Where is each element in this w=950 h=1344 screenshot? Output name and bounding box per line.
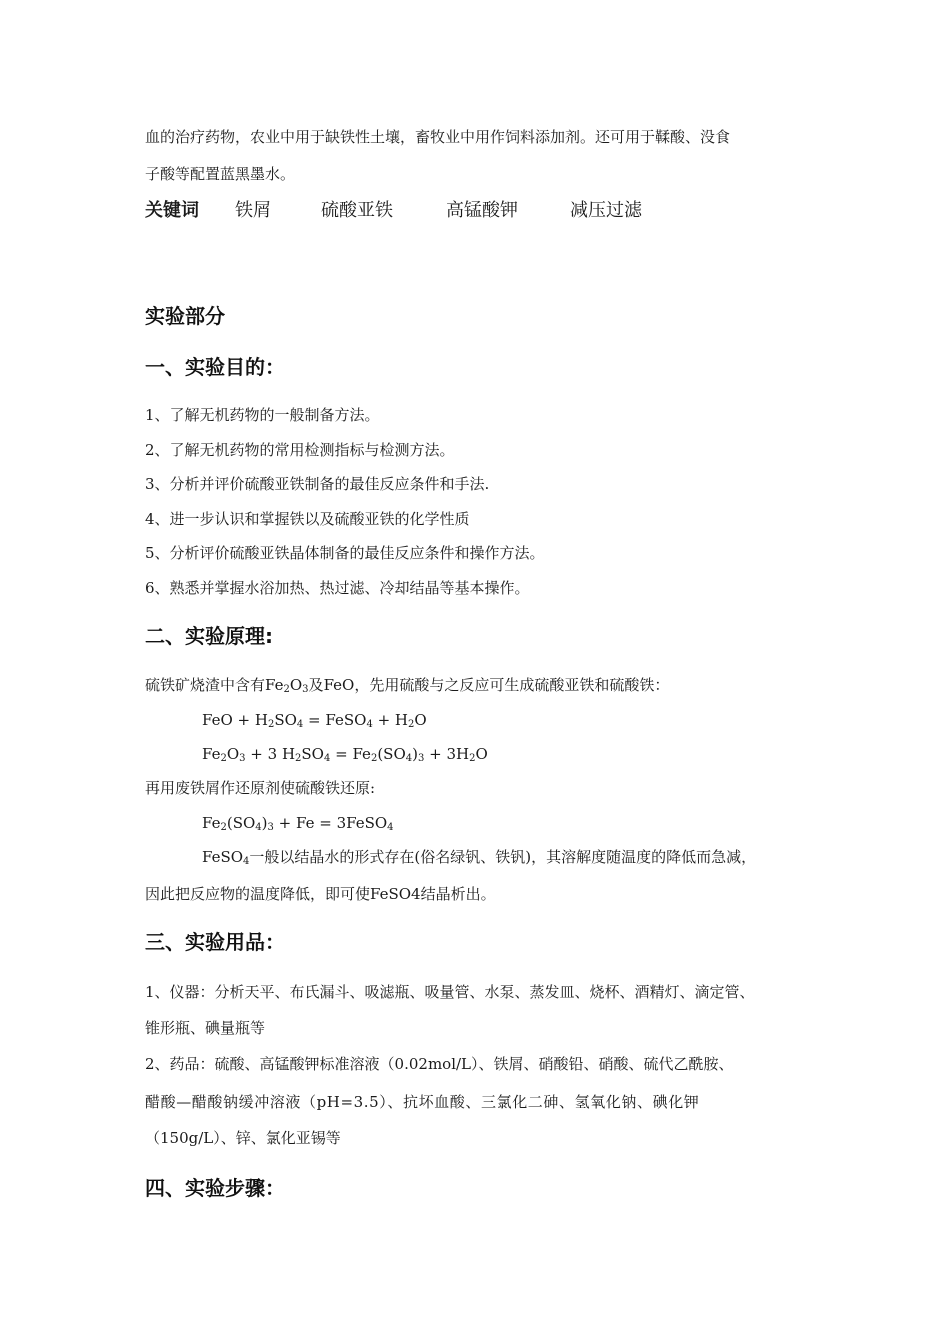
formula-fe2o3: $Fe_2O_3$ — [265, 676, 309, 695]
keyword-item: 减压过滤 — [570, 200, 642, 221]
reagents-line-1: 2、药品：硫酸、高锰酸钾标准溶液（0.02mol/L）、铁屑、硝酸铅、硝酸、硫代乙酰胺、 — [145, 1055, 734, 1073]
reduction-text: 再用废铁屑作还原剂使硫酸铁还原: — [145, 779, 376, 797]
reagents-line-2: 醋酸—醋酸钠缓冲溶液（pH=3.5）、抗坏血酸、三氯化二砷、氢氧化钠、碘化钾 — [145, 1093, 700, 1111]
intro-line-1: 血的治疗药物，农业中用于缺铁性土壤，畜牧业中用作饲料添加剂。还可用于鞣酸、没食 — [145, 128, 731, 146]
keyword-item: 铁屑 — [235, 200, 271, 221]
crystal-text-line-1: FeSO$_4$一般以结晶水的形式存在(俗名绿钒、铁钒)，其溶解度随温度的降低而急减， — [202, 848, 757, 867]
purpose-item: 4、进一步认识和掌握铁以及硫酸亚铁的化学性质 — [145, 510, 470, 528]
equation-1: FeO + $H_2SO_4$ = FeSO$_4$ + $H_2O$ — [202, 711, 427, 730]
equation-3: $Fe_2(SO_4)_3 + Fe$ = 3FeSO$_4$ — [202, 814, 394, 833]
keyword-item: 高锰酸钾 — [446, 200, 518, 221]
formula-feso4: FeSO$_4$ — [202, 848, 250, 867]
keywords-row — [145, 199, 642, 223]
purpose-item: 1、了解无机药物的一般制备方法。 — [145, 406, 380, 424]
purpose-item: 6、熟悉并掌握水浴加热、热过滤、冷却结晶等基本操作。 — [145, 579, 530, 597]
equation-2: $Fe_2O_3 + 3$ $H_2SO_4 = Fe_2(SO_4)_3 + 3H_2O$ — [202, 745, 488, 764]
section-title: 实验部分 — [145, 304, 225, 328]
instruments-line-2: 锥形瓶、碘量瓶等 — [145, 1019, 266, 1037]
intro-line-2: 子酸等配置蓝黑墨水。 — [145, 165, 296, 183]
principle-heading: 二、实验原理: — [145, 624, 273, 648]
crystal-text-line-2: 因此把反应物的温度降低，即可使FeSO4结晶析出。 — [145, 885, 496, 903]
keywords-label: 关键词 — [145, 200, 199, 221]
reagents-line-3: （150g/L）、锌、氯化亚锡等 — [145, 1129, 341, 1147]
keyword-item: 硫酸亚铁 — [321, 200, 393, 221]
formula-feo: FeO — [323, 676, 355, 694]
steps-heading: 四、实验步骤： — [145, 1176, 285, 1200]
instruments-line-1: 1、仪器：分析天平、布氏漏斗、吸滤瓶、吸量管、水泵、蒸发皿、烧杯、酒精灯、滴定管、 — [145, 983, 755, 1001]
materials-heading: 三、实验用品： — [145, 930, 285, 954]
purpose-item: 5、分析评价硫酸亚铁晶体制备的最佳反应条件和操作方法。 — [145, 544, 545, 562]
purpose-heading: 一、实验目的： — [145, 355, 285, 379]
principle-intro: 硫铁矿烧渣中含有$Fe_2O_3$及FeO，先用硫酸与之反应可生成硫酸亚铁和硫酸铁： — [145, 676, 670, 695]
purpose-item: 2、了解无机药物的常用检测指标与检测方法。 — [145, 441, 455, 459]
purpose-item: 3、分析并评价硫酸亚铁制备的最佳反应条件和手法. — [145, 475, 490, 493]
